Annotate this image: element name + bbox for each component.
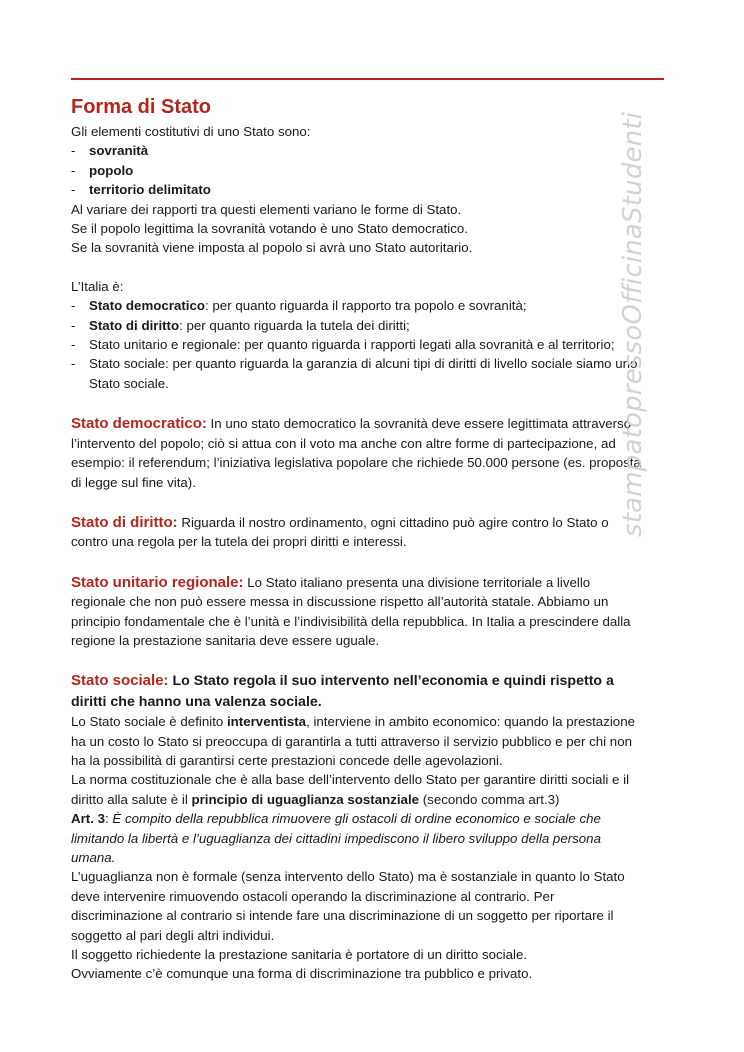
document-body [71,94,646,984]
list-item: - Stato di diritto: per quanto riguarda la tutela dei diritti; [71,316,646,335]
elements-list [71,141,646,199]
sociale-paragraph-4: Il soggetto richiedente la prestazione sanitaria è portatore di un diritto sociale. [71,947,528,963]
sociale-paragraph-1: Lo Stato sociale è definito interventista, interviene in ambito economico: quando la prestazione ha un costo lo Stato si preoccupa di garantirla a tutti attraverso il servizio pubblico e per chi non ha la possibilità di garantirsi certe prestazioni concede delle agevolazioni. [71,714,635,768]
intro-text: Gli elementi costitutivi di uno Stato sono: [71,124,311,139]
section-heading: Stato sociale: [71,672,169,690]
list-item: - popolo [71,161,646,180]
section-heading: Stato democratico: [71,415,207,433]
section-heading: Stato di diritto: [71,513,178,531]
article-quote: Art. 3: È compito della repubblica rimuovere gli ostacoli di ordine economico e sociale che limitando la libertà e l’uguaglianza dei cittadini impediscono il libero sviluppo della persona umana. [71,811,601,865]
paragraph-line: Se la sovranità viene imposta al popolo si avrà uno Stato autoritario. [71,240,473,256]
section-diritto: Stato di diritto: Riguarda il nostro ordinamento, ogni cittadino può agire contro lo Stato o contro una regola per la tutela dei propri diritti e interessi. [71,513,609,550]
section-heading: Stato unitario regionale: [71,573,244,591]
list-item: - Stato unitario e regionale: per quanto riguarda i rapporti legati alla sovranità e al territorio; [71,335,646,354]
sociale-paragraph-5: Ovviamente c’è comunque una forma di discriminazione tra pubblico e privato. [71,966,533,982]
section-democratico: Stato democratico: In uno stato democratico la sovranità deve essere legittimata attraverso l’intervento del popolo; ciò si attua con il voto ma anche con altre forme di partecipazione, ad esempio: il referendum; l’iniziativa legislativa popolare che richiede 50.000 persone (es. proposta di legge sul fine vita). [71,415,641,490]
sociale-paragraph-2: La norma costituzionale che è alla base dell’intervento dello Stato per garantire diritti sociali e il diritto alla salute è il principio di uguaglianza sostanziale (secondo comma art.3) [71,772,630,807]
paragraph-line: Al variare dei rapporti tra questi elementi variano le forme di Stato. [71,201,462,217]
page-title: Forma di Stato [71,96,212,118]
section-unitario: Stato unitario regionale: Lo Stato italiano presenta una divisione territoriale a livello regionale che non può essere messa in discussione rispetto all’autorità statale. Abbiamo un principio fondamentale che è l’unità e l’indivisibilità della repubblica. In Italia a prescindere dalla regione la prestazione sanitaria deve essere uguale. [71,573,631,648]
top-divider [71,78,664,80]
italia-intro: L’Italia è: [71,278,124,294]
list-item: - Stato democratico: per quanto riguarda il rapporto tra popolo e sovranità; [71,296,646,315]
list-item: - sovranità [71,141,646,160]
section-sociale: Stato sociale: Lo Stato regola il suo intervento nell’economia e quindi rispetto a diritti che hanno una valenza sociale. [71,672,614,710]
list-item: - territorio delimitato [71,180,646,199]
list-item: - Stato sociale: per quanto riguarda la garanzia di alcuni tipi di diritti di livello sociale siamo uno Stato sociale. [71,354,646,393]
italia-list [71,296,646,393]
sociale-paragraph-3: L’uguaglianza non è formale (senza intervento dello Stato) ma è sostanziale in quanto lo Stato deve intervenire rimuovendo ostacoli operando la discriminazione al contrario. Per discriminazione al contrario si intende fare una discriminazione di un soggetto per riportare il soggetto al pari degli altri individui. [71,869,625,943]
paragraph-line: Se il popolo legittima la sovranità votando è uno Stato democratico. [71,221,468,237]
watermark: stampatopressoOfficinaStudenti [618,111,648,537]
